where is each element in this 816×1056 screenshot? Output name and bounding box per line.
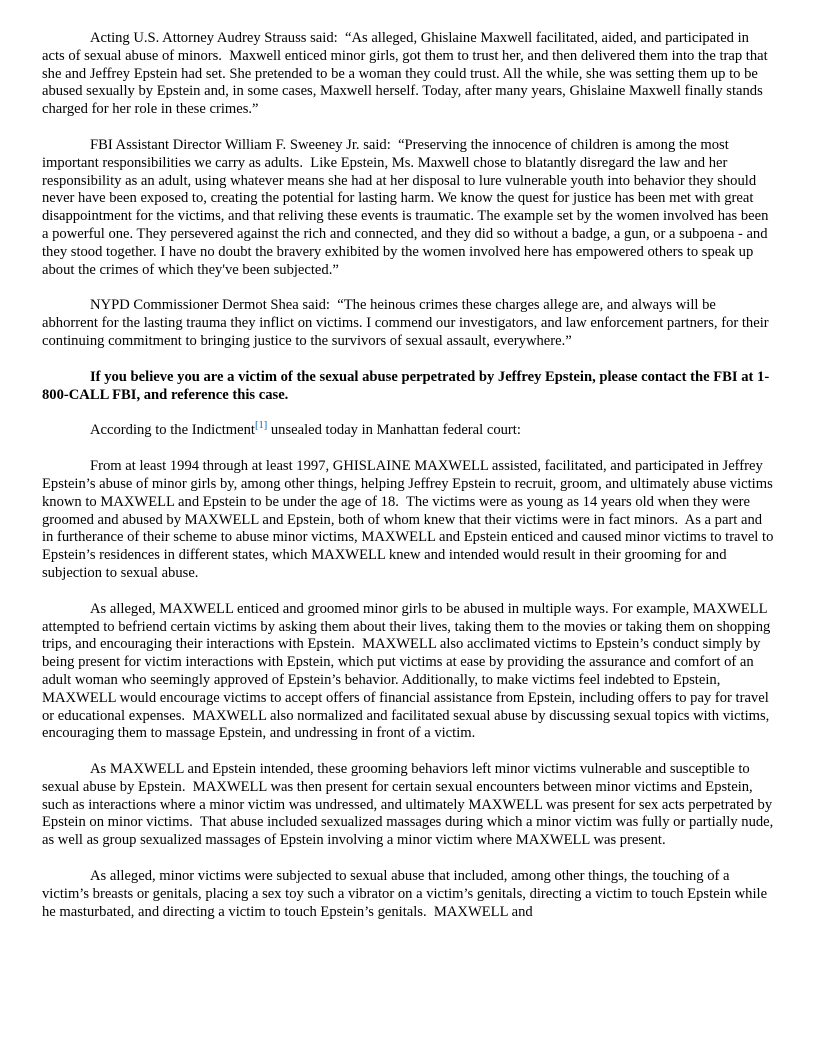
footnote-marker: [1] — [254, 420, 268, 432]
indictment-intro-text-before: According to the Indictment — [90, 422, 255, 439]
paragraph-indictment-intro — [42, 422, 774, 440]
paragraph-sweeney-quote: FBI Assistant Director William F. Sweeney Jr. said: “Preserving the innocence of children is among the most important responsibilities we carry as adults. Like Epstein, Ms. Maxwell chose to blatantly disregard the law and her responsibility as an adult, using whatever means she had at her disposal to lure vulnerable youth into behavior they should never have been exposed to, creating the potential for lasting harm. We know the quest for justice has been met with great disappointment for the victims, and that reliving these events is traumatic. The example set by the women involved has been a powerful one. They persevered against the rich and connected, and they did so without a badge, a gun, or a subpoena - and they stood together. I have no doubt the bravery exhibited by the women involved here has empowered others to speak up about the crimes of which they've been subjected.” — [42, 136, 773, 278]
paragraph-presence-allegations: As MAXWELL and Epstein intended, these grooming behaviors left minor victims vulnerable and susceptible to sexual abuse by Epstein. MAXWELL was then present for certain sexual encounters between minor victims and Epstein, such as interactions where a minor victim was undressed, and ultimately MAXWELL was present for sex acts perpetrated by Epstein on minor victims. That abuse included sexualized massages during which a minor victim was fully or partially nude, as well as group sexualized massages of Epstein involving a minor victim where MAXWELL was present. — [42, 761, 777, 849]
paragraph-victim-notice: If you believe you are a victim of the sexual abuse perpetrated by Jeffrey Epstein, please contact the FBI at 1-800-CALL FBI, and reference this case. — [42, 368, 770, 403]
paragraph-shea-quote: NYPD Commissioner Dermot Shea said: “The heinous crimes these charges allege are, and always will be abhorrent for the lasting trauma they inflict on victims. I commend our investigators, and law enforcement partners, for their continuing commitment to bringing justice to the survivors of sexual assault, everywhere.” — [42, 297, 773, 349]
paragraph-grooming-allegations: As alleged, MAXWELL enticed and groomed minor girls to be abused in multiple ways. For example, MAXWELL attempted to befriend certain victims by asking them about their lives, taking them to the movies or taking them on shopping trips, and encouraging their interactions with Epstein. MAXWELL also acclimated victims to Epstein’s conduct simply by being present for victim interactions with Epstein, which put victims at ease by providing the assurance and comfort of an adult woman who seemingly approved of Epstein’s behavior. Additionally, to make victims feel indebted to Epstein, MAXWELL would encourage victims to accept offers of financial assistance from Epstein, including offers to pay for travel or educational expenses. MAXWELL also normalized and facilitated sexual abuse by discussing sexual topics with victims, encouraging them to massage Epstein, and undressing in front of a victim. — [42, 600, 774, 742]
indictment-intro-text-after: unsealed today in Manhattan federal court: — [267, 422, 521, 439]
paragraph-abuse-allegations: As alleged, minor victims were subjected to sexual abuse that included, among other things, the touching of a victim’s breasts or genitals, placing a sex toy such a vibrator on a victim’s genitals, directing a victim to touch Epstein while he masturbated, and directing a victim to touch Epstein’s genitals. MAXWELL and — [42, 868, 771, 920]
paragraph-strauss-quote: Acting U.S. Attorney Audrey Strauss said: “As alleged, Ghislaine Maxwell facilitated, aided, and participated in acts of sexual abuse of minors. Maxwell enticed minor girls, got them to trust her, and then delivered them into the trap that she and Jeffrey Epstein had set. She pretended to be a woman they could trust. All the while, she was setting them up to be abused sexually by Epstein and, in some cases, Maxwell herself. Today, after many years, Ghislaine Maxwell finally stands charged for her role in these crimes.” — [42, 30, 772, 118]
footnote-link-1[interactable] — [255, 422, 267, 438]
paragraph-indictment-overview: From at least 1994 through at least 1997, GHISLAINE MAXWELL assisted, facilitated, and participated in Jeffrey Epstein’s abuse of minor girls by, among other things, helping Jeffrey Epstein to recruit, groom, and ultimately abuse victims known to MAXWELL and Epstein to be under the age of 18. The victims were as young as 14 years old when they were groomed and abused by MAXWELL and Epstein, both of whom knew that their victims were in fact minors. As a part and in furtherance of their scheme to abuse minor victims, MAXWELL and Epstein enticed and caused minor victims to travel to Epstein’s residences in different states, which MAXWELL knew and intended would result in their grooming for and subjection to sexual abuse. — [42, 458, 778, 581]
